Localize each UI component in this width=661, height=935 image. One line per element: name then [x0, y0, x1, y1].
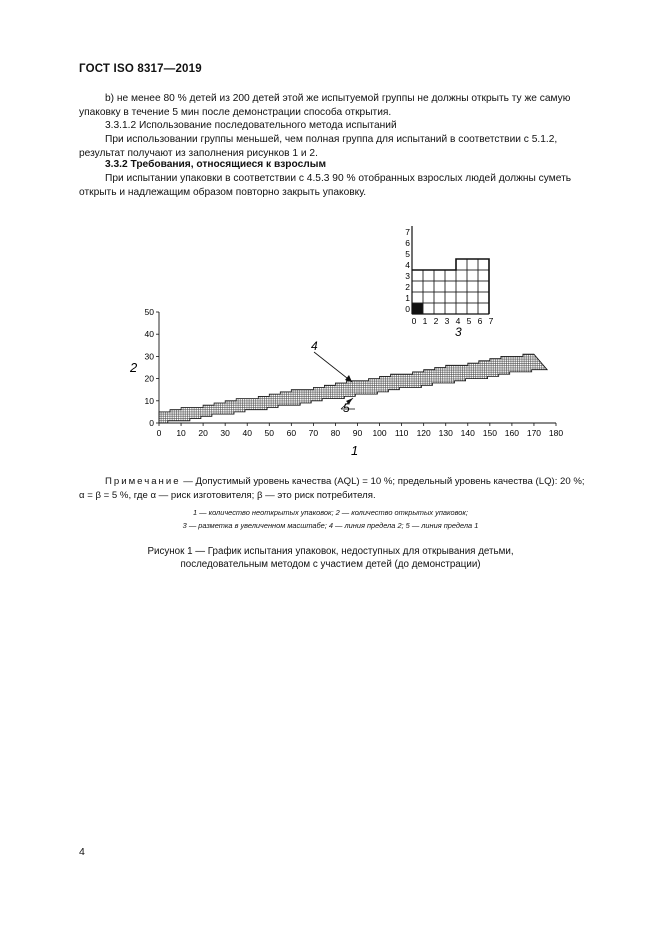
inset-grid-cell [423, 281, 434, 292]
inset-boundary-line [412, 259, 489, 314]
inset-x-label: 5 [466, 316, 472, 326]
y-tick-label: 20 [144, 373, 154, 384]
inset-grid-cell [434, 292, 445, 303]
inset-grid-cell [456, 259, 467, 270]
inset-x-label: 7 [488, 316, 494, 326]
inset-grid-cell [434, 303, 445, 314]
inset-x-label: 2 [433, 316, 439, 326]
y-tick-label: 10 [144, 395, 154, 406]
note-block [79, 475, 615, 503]
y-axis-label: 2 [130, 360, 138, 375]
x-tick-label: 30 [220, 428, 230, 438]
inset-grid-cell [445, 292, 456, 303]
x-tick-label: 60 [286, 428, 297, 438]
inset-grid-cell [478, 292, 489, 303]
inset-filled-cell [412, 303, 423, 314]
inset-grid-cell [456, 292, 467, 303]
inset-x-label: 6 [477, 316, 483, 326]
inset-y-label: 3 [405, 271, 410, 281]
inset-grid-cell [445, 281, 456, 292]
main-chart [129, 307, 563, 458]
inset-x-label: 4 [455, 316, 461, 326]
inset-y-label: 0 [405, 304, 410, 314]
inset-grid-cell [412, 270, 423, 281]
figure-legend-line1: 1 — количество неоткрытых упаковок; 2 — количество открытых упаковок; [193, 508, 468, 517]
inset-grid [405, 226, 493, 339]
x-tick-label: 170 [526, 428, 542, 438]
x-tick-label: 70 [308, 428, 319, 438]
x-tick-label: 50 [264, 428, 275, 438]
paragraph-adult-line1: При испытании упаковки в соответствии с 4.5.3 90 % отобранных взрослых людей должны суметь [105, 173, 572, 184]
note-line1 [79, 475, 615, 489]
inset-x-label: 0 [411, 316, 417, 326]
inset-grid-cell [467, 281, 478, 292]
x-tick-label: 20 [198, 428, 208, 438]
inset-grid-cell [412, 281, 423, 292]
inset-grid-cell [467, 303, 478, 314]
inset-y-label: 5 [405, 249, 410, 259]
note-line2: α = β = 5 %, где α — риск изготовителя; β — это риск потребителя. [79, 490, 376, 501]
inset-grid-cell [445, 270, 456, 281]
callout-4-leader [314, 352, 352, 382]
inset-grid-cell [478, 281, 489, 292]
inset-y-label: 6 [405, 238, 410, 248]
inset-y-label: 4 [405, 260, 410, 270]
x-tick-label: 10 [176, 428, 186, 438]
inset-grid-cell [467, 292, 478, 303]
inset-grid-cell [456, 303, 467, 314]
acceptance-band [159, 354, 547, 423]
y-tick-label: 30 [144, 351, 154, 362]
inset-grid-cell [467, 259, 478, 270]
y-tick-label: 40 [144, 329, 154, 340]
inset-grid-cell [456, 270, 467, 281]
inset-grid-cell [434, 270, 445, 281]
figure-caption-line2: последовательным методом с участием детей (до демонстрации) [180, 559, 481, 570]
inset-grid-cell [434, 281, 445, 292]
inset-grid-cell [456, 281, 467, 292]
inset-grid-cell [423, 292, 434, 303]
note-text-line1: — Допустимый уровень качества (AQL) = 10 %; предельный уровень качества (LQ): 20 %; [180, 476, 585, 487]
x-tick-label: 150 [482, 428, 497, 438]
section-3312-title: 3.3.1.2 Использование последовательного метода испытаний [105, 120, 397, 131]
y-tick-label: 0 [149, 418, 154, 428]
callout-4-label: 4 [311, 339, 318, 353]
section-332-heading: 3.3.2 Требования, относящиеся к взрослым [105, 159, 326, 170]
figure-caption [0, 545, 661, 571]
x-axis-label: 1 [351, 443, 359, 458]
inset-grid-cell [423, 270, 434, 281]
x-tick-label: 140 [460, 428, 475, 438]
inset-grid-cell [423, 303, 434, 314]
x-tick-label: 40 [242, 428, 252, 438]
x-tick-label: 120 [416, 428, 431, 438]
paragraph-b-line2: упаковку в течение 5 мин после демонстрации способа открытия. [79, 107, 392, 118]
inset-grid-cell [478, 270, 489, 281]
inset-grid-cell [478, 259, 489, 270]
x-tick-label: 0 [156, 428, 162, 438]
inset-x-label: 3 [444, 316, 450, 326]
inset-y-label: 1 [405, 293, 410, 303]
x-tick-label: 100 [372, 428, 387, 438]
x-tick-label: 180 [548, 428, 564, 438]
inset-grid-cell [478, 303, 489, 314]
inset-grid-cell [467, 270, 478, 281]
inset-label-3: 3 [455, 325, 462, 339]
callout-5-label: 5 [343, 401, 350, 415]
x-tick-label: 110 [394, 428, 409, 438]
inset-y-label: 7 [405, 227, 410, 237]
x-tick-label: 90 [352, 428, 363, 438]
x-tick-label: 130 [438, 428, 453, 438]
callout-4-arrow [345, 375, 352, 382]
y-tick-label: 50 [144, 307, 154, 317]
page-number: 4 [79, 846, 85, 858]
figure-legend-line2: 3 — разметка в увеличенном масштабе; 4 — линия предела 2; 5 — линия предела 1 [182, 521, 479, 530]
figure-caption-line1: Рисунок 1 — График испытания упаковок, недоступных для открывания детьми, [147, 546, 514, 557]
inset-x-label: 1 [422, 316, 428, 326]
inset-grid-cell [412, 292, 423, 303]
document-header: ГОСТ ISO 8317—2019 [79, 63, 202, 75]
x-tick-label: 160 [504, 428, 519, 438]
paragraph-adult-line2: открыть и надлежащим образом повторно закрыть упаковку. [79, 187, 367, 198]
paragraph-b-line1: b) не менее 80 % детей из 200 детей этой же испытуемой группы не должны открыть ту же самую [105, 93, 571, 104]
inset-y-label: 2 [405, 282, 410, 292]
inset-grid-cell [445, 303, 456, 314]
note-label: Примечание [105, 476, 181, 487]
paragraph-group-line1: При использовании группы меньшей, чем полная группа для испытаний в соответствии с 5.1.2, [105, 134, 558, 145]
x-tick-label: 80 [330, 428, 341, 438]
paragraph-group-line2: результат получают из заполнения рисунков 1 и 2. [79, 148, 318, 159]
